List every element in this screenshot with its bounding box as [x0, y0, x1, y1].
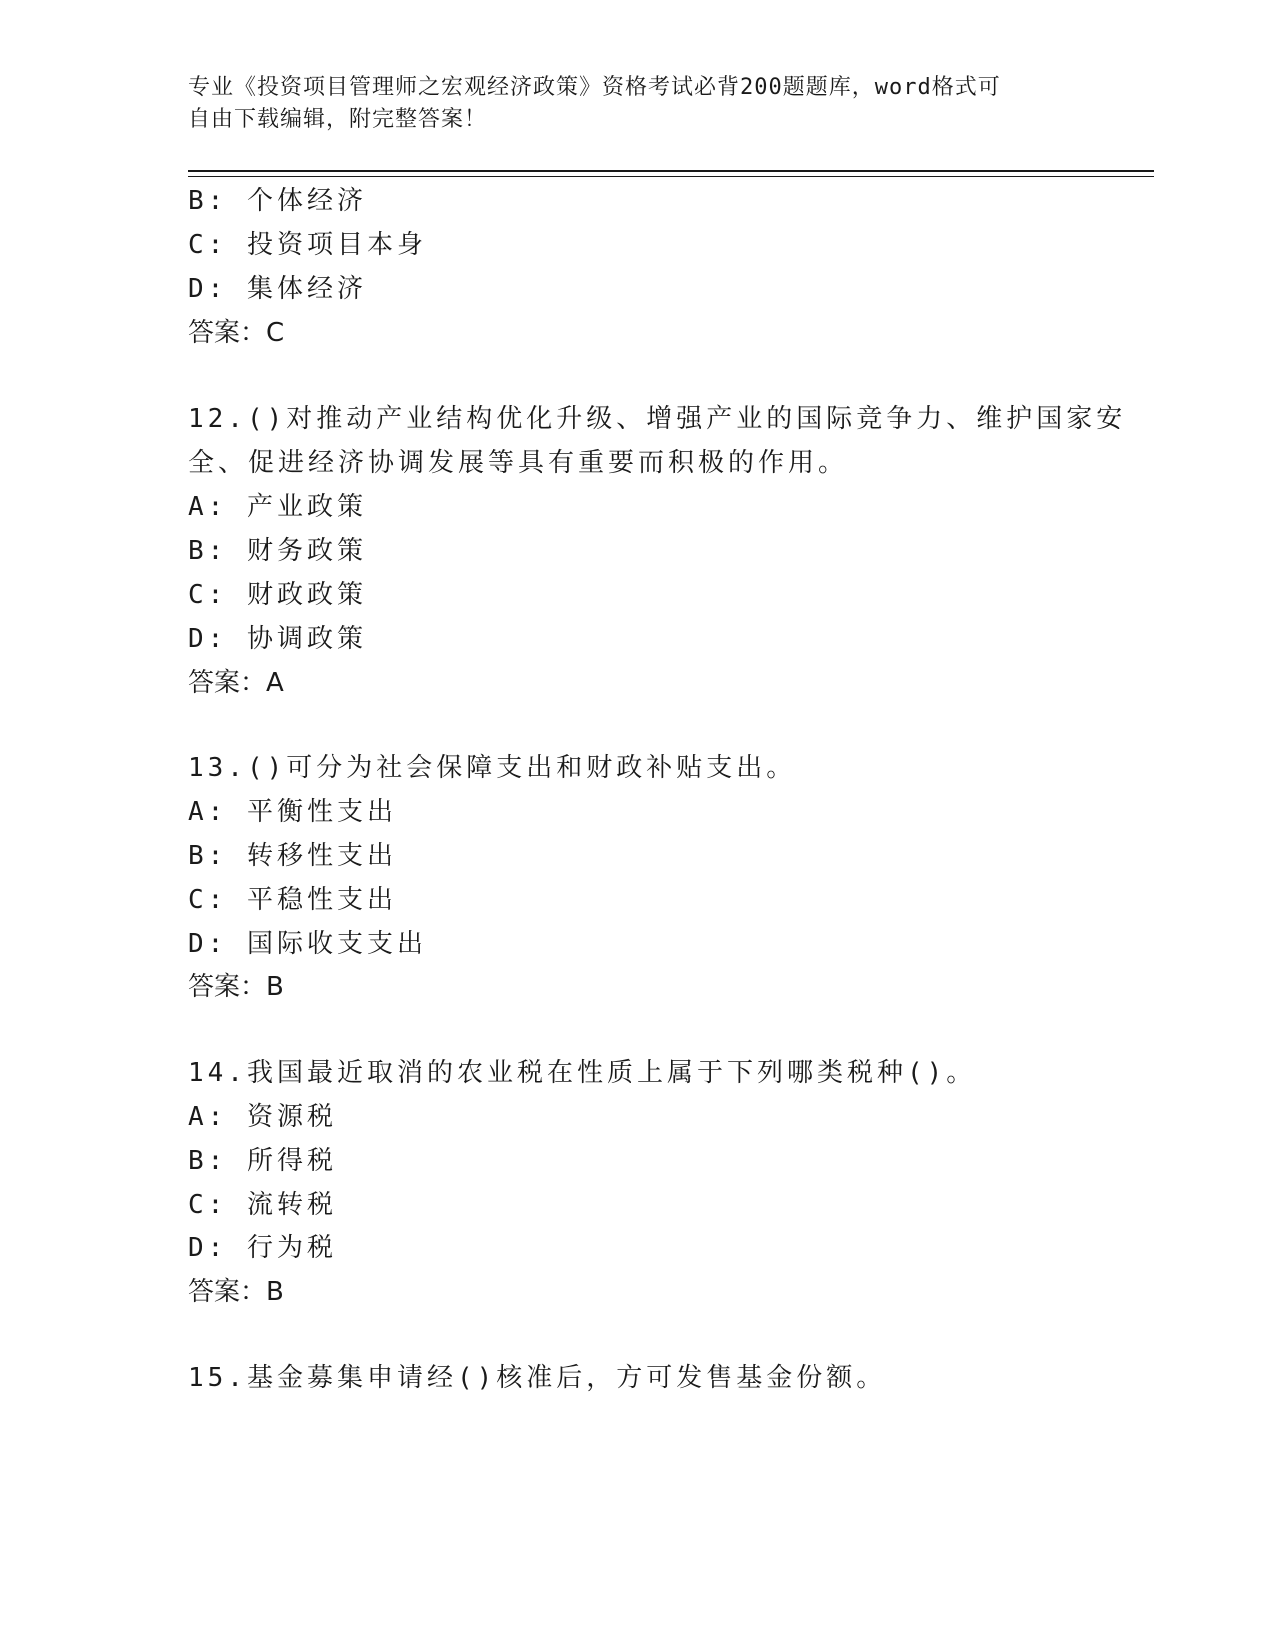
q14-option-c: C: 流转税 [188, 1190, 337, 1220]
q12-option-b: B: 财务政策 [188, 536, 367, 566]
q13-answer: 答案：B [188, 972, 284, 1002]
document-header [188, 72, 1088, 136]
q13-option-b: B: 转移性支出 [188, 841, 397, 871]
header-divider-top [188, 170, 1154, 172]
q12-answer: 答案：A [188, 668, 284, 698]
q13-option-c: C: 平稳性支出 [188, 885, 397, 915]
q13-option-a: A: 平衡性支出 [188, 797, 397, 827]
q12-stem-line-2: 全、促进经济协调发展等具有重要而积极的作用。 [188, 448, 849, 478]
q12-stem-line-1: 12.()对推动产业结构优化升级、增强产业的国际竞争力、维护国家安 [188, 404, 1127, 434]
q14-stem: 14.我国最近取消的农业税在性质上属于下列哪类税种()。 [188, 1058, 977, 1088]
q12-option-c: C: 财政政策 [188, 580, 367, 610]
q12-option-d: D: 协调政策 [188, 624, 367, 654]
q14-answer: 答案：B [188, 1277, 284, 1307]
q13-stem: 13.()可分为社会保障支出和财政补贴支出。 [188, 753, 797, 783]
q11-answer: 答案：C [188, 318, 285, 348]
q14-option-b: B: 所得税 [188, 1146, 337, 1176]
q11-option-c: C: 投资项目本身 [188, 230, 427, 260]
q13-option-d: D: 国际收支支出 [188, 929, 427, 959]
header-line-1: 专业《投资项目管理师之宏观经济政策》资格考试必背200题题库，word格式可 [188, 75, 1001, 100]
q11-option-b: B: 个体经济 [188, 186, 367, 216]
q15-stem: 15.基金募集申请经()核准后，方可发售基金份额。 [188, 1363, 887, 1393]
header-line-2: 自由下载编辑，附完整答案！ [188, 107, 488, 132]
q14-option-a: A: 资源税 [188, 1102, 337, 1132]
q12-option-a: A: 产业政策 [188, 492, 367, 522]
q11-option-d: D: 集体经济 [188, 274, 367, 304]
header-divider-bottom [188, 176, 1154, 177]
q14-option-d: D: 行为税 [188, 1233, 337, 1263]
